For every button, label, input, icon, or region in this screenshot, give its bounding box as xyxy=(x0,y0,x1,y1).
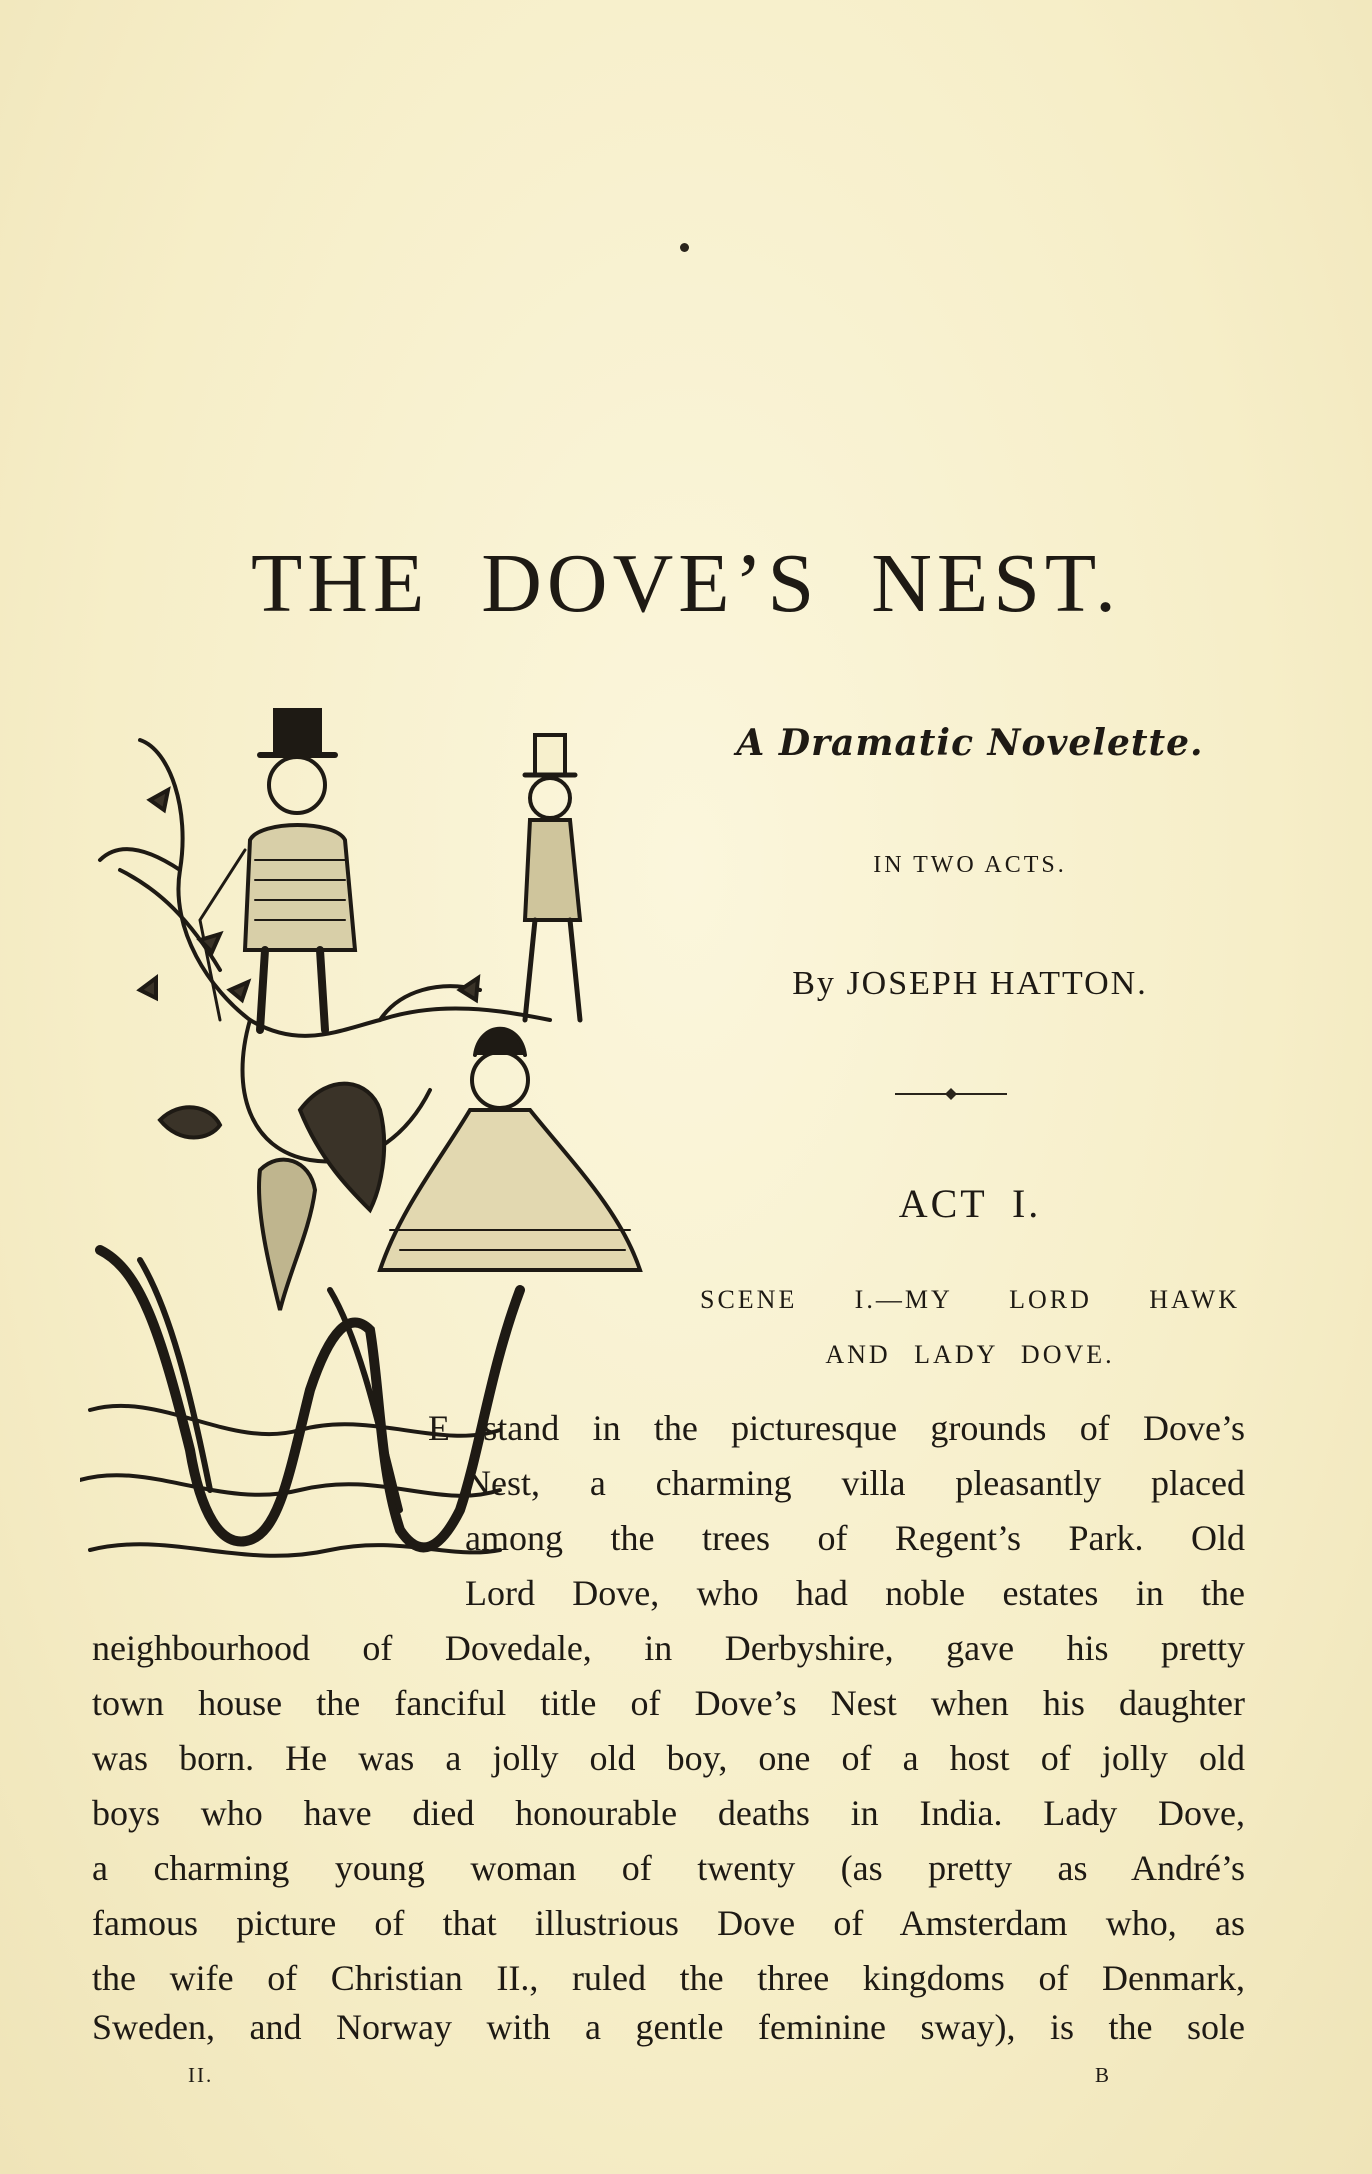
body-line: neighbourhood of Dovedale, in Derbyshire, gave his pretty xyxy=(92,1628,1245,1668)
body-line: among the trees of Regent’s Park. Old xyxy=(465,1518,1245,1558)
footer-signature-left: II. xyxy=(188,2063,214,2087)
act-heading: ACT I. xyxy=(898,1181,1042,1226)
body-line: was born. He was a jolly old boy, one of a host of jolly old xyxy=(92,1738,1245,1778)
ornament-dot xyxy=(680,243,689,252)
divider-ornament-icon xyxy=(895,1084,1007,1104)
byline-prefix: By xyxy=(792,965,836,1002)
body-line: famous picture of that illustrious Dove of Amsterdam who, as xyxy=(92,1903,1245,1943)
byline xyxy=(700,965,1240,1003)
body-line: a charming young woman of twenty (as pretty as André’s xyxy=(92,1848,1245,1888)
footer-signature-right: B xyxy=(1095,2063,1112,2087)
scene-heading xyxy=(700,1272,1240,1382)
scene-line-2: AND LADY DOVE. xyxy=(825,1340,1115,1369)
body-line: Nest, a charming villa pleasantly placed xyxy=(465,1463,1245,1503)
subtitle: A Dramatic Novelette. xyxy=(736,722,1204,764)
body-line: Sweden, and Norway with a gentle feminine sway), is the sole xyxy=(92,2007,1245,2047)
acts-note: IN TWO ACTS. xyxy=(873,852,1067,878)
body-line: boys who have died honourable deaths in India. Lady Dove, xyxy=(92,1793,1245,1833)
scene-line-1: SCENE I.—MY LORD HAWK xyxy=(700,1285,1240,1314)
body-line: town house the fanciful title of Dove’s Nest when his daughter xyxy=(92,1683,1245,1723)
body-line: Lord Dove, who had noble estates in the xyxy=(465,1573,1245,1613)
body-line: the wife of Christian II., ruled the three kingdoms of Denmark, xyxy=(92,1958,1245,1998)
body-line: E stand in the picturesque grounds of Dove’s xyxy=(428,1408,1245,1448)
page-title: THE DOVE’S NEST. xyxy=(250,537,1122,630)
author-name: JOSEPH HATTON. xyxy=(846,965,1148,1002)
